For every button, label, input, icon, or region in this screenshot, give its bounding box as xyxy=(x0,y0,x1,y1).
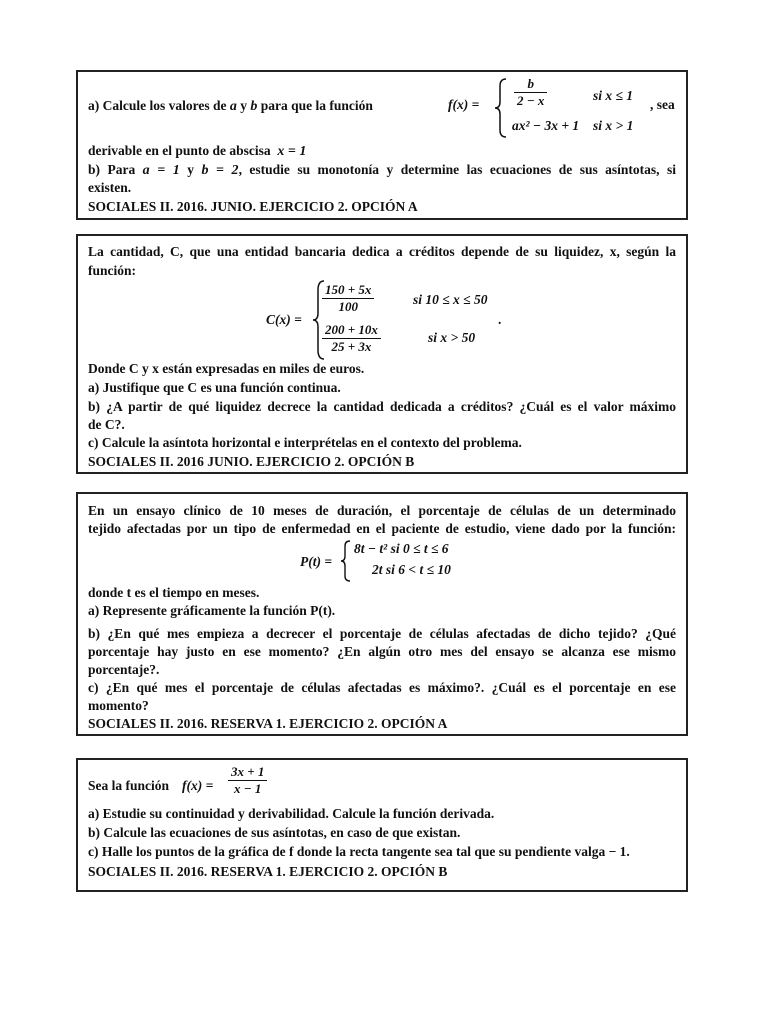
exercise-3-line-6: porcentaje hay justo en ese momento? ¿En algún otro mes del ensayo se alcanza ese mismo xyxy=(88,644,676,659)
exercise-3-line-3: donde t es el tiempo en meses. xyxy=(88,585,260,600)
function-f-label: f(x) = xyxy=(448,97,480,112)
c-piece-2-condition: si x > 50 xyxy=(428,330,476,345)
exercise-4-line-4: c) Halle los puntos de la gráfica de f donde la recta tangente sea tal que su pendiente valga − 1. xyxy=(88,844,630,859)
brace-icon xyxy=(340,540,352,582)
exercise-box-1 xyxy=(76,70,688,220)
exercise-2-line-3: Donde C y x están expresadas en miles de euros. xyxy=(88,361,365,376)
exercise-1-line-a: a) Calcule los valores de a y b para que la función xyxy=(88,98,373,114)
exercise-4-line-3: b) Calcule las ecuaciones de sus asíntotas, en caso de que existan. xyxy=(88,825,461,840)
exercise-3-line-5: b) ¿En qué mes empieza a decrecer el porcentaje de células afectadas de dicho tejido? ¿Qué xyxy=(88,626,676,641)
exercise-2-footer: SOCIALES II. 2016 JUNIO. EJERCICIO 2. OPCIÓN B xyxy=(88,454,415,469)
sea-text: , sea xyxy=(650,97,675,112)
p-piece-1: 8t − t² si 0 ≤ t ≤ 6 xyxy=(354,541,449,556)
exercise-3-line-7: porcentaje?. xyxy=(88,662,160,677)
exercise-3-line-8: c) ¿En qué mes el porcentaje de células afectadas es máximo?. ¿Cuál es el porcentaje en ese xyxy=(88,680,676,695)
exercise-box-2 xyxy=(76,234,688,474)
exercise-3-line-9: momento? xyxy=(88,698,149,713)
brace-icon xyxy=(494,78,508,138)
c-period: . xyxy=(498,312,502,327)
exercise-2-line-1: La cantidad, C, que una entidad bancaria dedica a créditos depende de su liquidez, x, según la xyxy=(88,244,676,259)
exercise-2-line-7: c) Calcule la asíntota horizontal e interprételas en el contexto del problema. xyxy=(88,435,522,450)
exercise-3-line-2: tejido afectadas por un tipo de enfermedad en el paciente de estudio, viene dado por la función: xyxy=(88,521,676,536)
f-fraction: $\frac{3x + 1}{x - 1}$ xyxy=(228,764,267,797)
piece-2-expression: ax² − 3x + 1 xyxy=(512,118,580,133)
exercise-1-line-existen: existen. xyxy=(88,180,132,195)
exercise-3-line-4: a) Represente gráficamente la función P(t). xyxy=(88,603,336,618)
function-f-label-4: f(x) = xyxy=(182,778,214,793)
exercise-box-3 xyxy=(76,492,688,736)
c-piece-1-fraction: $\frac{150 + 5x}{100}$ xyxy=(322,282,374,315)
function-c-label: C(x) = xyxy=(266,312,302,327)
c-piece-1-condition: si 10 ≤ x ≤ 50 xyxy=(413,292,488,307)
exercise-4-line-2: a) Estudie su continuidad y derivabilidad. Calcule la función derivada. xyxy=(88,806,495,821)
exercise-1-line-derivable: derivable en el punto de abscisa x = 1 xyxy=(88,143,307,159)
p-piece-2: 2t si 6 < t ≤ 10 xyxy=(372,562,451,577)
exercise-1-line-b: b) Para a = 1 y b = 2, estudie su monotonía y determine las ecuaciones de sus asíntotas, si xyxy=(88,162,677,178)
exercise-1-footer: SOCIALES II. 2016. JUNIO. EJERCICIO 2. OPCIÓN A xyxy=(88,199,418,214)
exercise-2-line-6: de C?. xyxy=(88,417,125,432)
function-p-label: P(t) = xyxy=(300,554,333,569)
piece-2-condition: si x > 1 xyxy=(593,118,634,133)
exercise-2-line-4: a) Justifique que C es una función continua. xyxy=(88,380,341,395)
exercise-2-line-5: b) ¿A partir de qué liquidez decrece la cantidad dedicada a créditos? ¿Cuál es el valor máximo xyxy=(88,399,676,414)
exercise-3-line-1: En un ensayo clínico de 10 meses de duración, el porcentaje de células de un determinado xyxy=(88,503,676,518)
piece-1-fraction: $\frac{b}{2 - x}$ xyxy=(514,76,547,109)
exercise-4-intro: Sea la función xyxy=(88,778,170,793)
c-piece-2-fraction: $\frac{200 + 10x}{25 + 3x}$ xyxy=(322,322,381,355)
exercise-box-4 xyxy=(76,758,688,892)
exercise-2-line-2: función: xyxy=(88,263,137,278)
piece-1-condition: si x ≤ 1 xyxy=(593,88,634,103)
exercise-3-footer: SOCIALES II. 2016. RESERVA 1. EJERCICIO 2. OPCIÓN A xyxy=(88,716,448,731)
exercise-4-footer: SOCIALES II. 2016. RESERVA 1. EJERCICIO 2. OPCIÓN B xyxy=(88,864,448,879)
